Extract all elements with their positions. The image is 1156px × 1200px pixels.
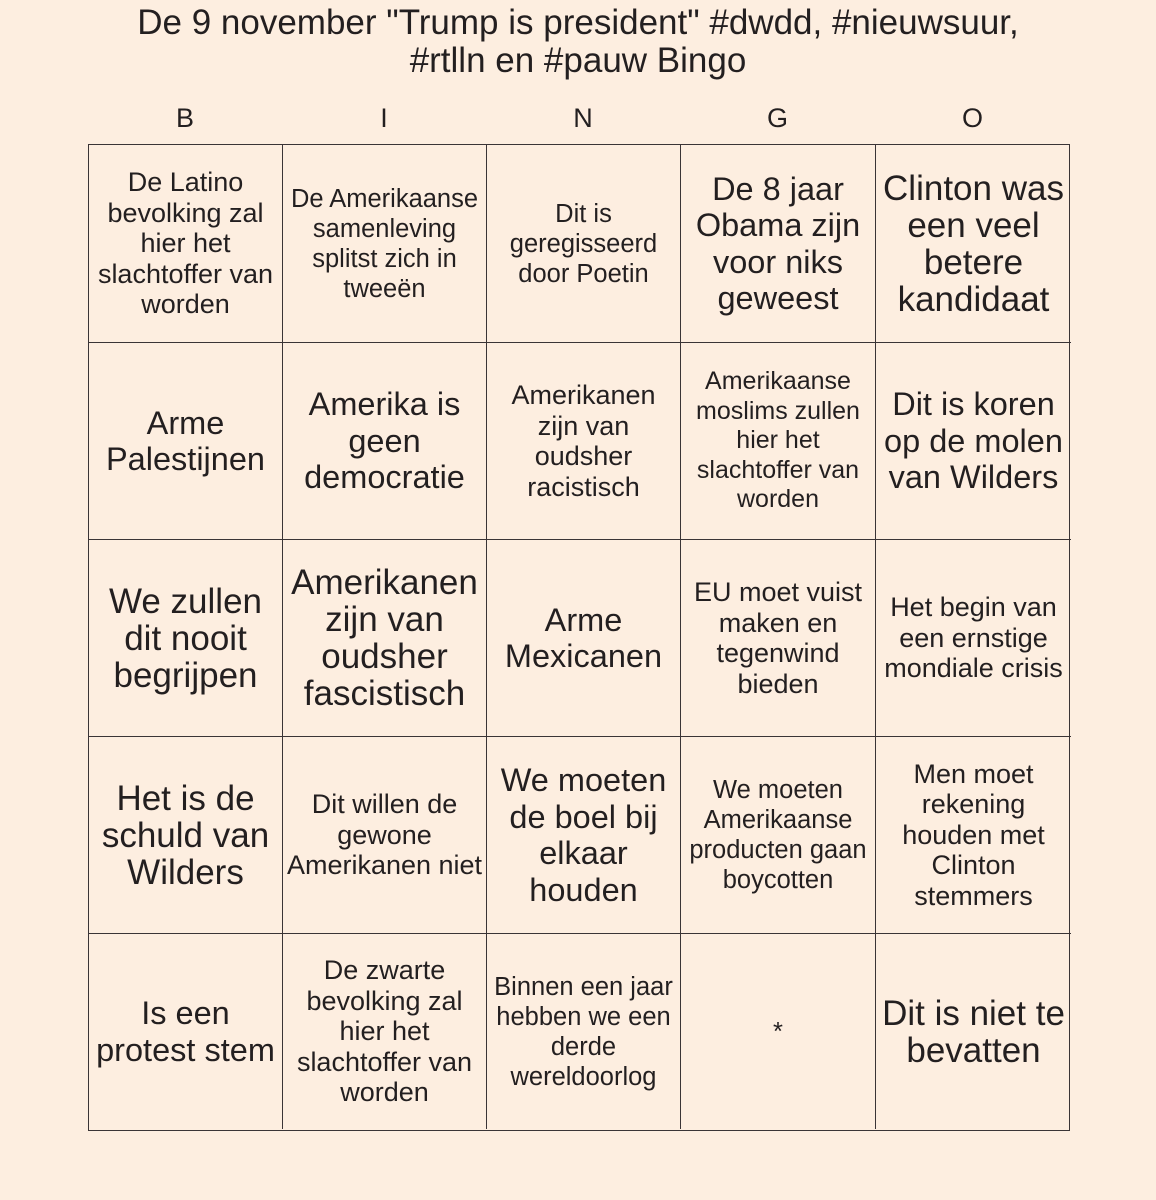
bingo-cell — [487, 540, 681, 737]
title-line-1: De 9 november "Trump is president" #dwdd, #nieuwsuur, — [137, 3, 1019, 42]
cell-text: Binnen een jaar hebben we een derde wereldoorlog — [494, 972, 673, 1091]
bingo-grid — [88, 144, 1070, 1131]
cell-text: EU moet vuist maken en tegenwind bieden — [693, 577, 863, 699]
letter-n: N — [573, 103, 593, 133]
bingo-cell — [876, 540, 1071, 737]
cell-text: We moeten de boel bij elkaar houden — [500, 762, 667, 908]
cell-text: * — [773, 1017, 783, 1046]
cell-text: Amerikanen zijn van oudsher racistisch — [511, 380, 656, 502]
letter-b: B — [175, 103, 194, 133]
cell-text: Amerikanen zijn van oudsher fascistisch — [291, 563, 478, 713]
bingo-cell — [89, 145, 283, 343]
letter-g: G — [766, 103, 788, 133]
bingo-cell — [876, 934, 1071, 1129]
bingo-cell-free — [681, 934, 876, 1129]
bingo-cell — [681, 737, 876, 934]
bingo-cell — [89, 737, 283, 934]
cell-text: Dit is niet te bevatten — [882, 993, 1065, 1070]
cell-text: Arme Palestijnen — [106, 404, 265, 477]
bingo-cell — [89, 934, 283, 1129]
cell-text: Men moet rekening houden met Clinton stemmers — [902, 758, 1045, 911]
bingo-cell — [487, 145, 681, 343]
bingo-cell — [487, 934, 681, 1129]
cell-text: Amerikaanse moslims zullen hier het slachtoffer van worden — [696, 367, 860, 514]
cell-text: Is een protest stem — [96, 995, 275, 1068]
bingo-cell — [876, 737, 1071, 934]
cell-text: We moeten Amerikaanse producten gaan boycotten — [689, 776, 867, 894]
bingo-cell — [681, 145, 876, 343]
cell-text: De zwarte bevolking zal hier het slachtoffer van worden — [296, 955, 473, 1108]
bingo-cell — [89, 540, 283, 737]
cell-text: De 8 jaar Obama zijn voor niks geweest — [695, 170, 861, 316]
bingo-cell — [283, 343, 487, 540]
bingo-cell — [283, 737, 487, 934]
bingo-cell — [487, 343, 681, 540]
bingo-cell — [283, 540, 487, 737]
cell-text: Het begin van een ernstige mondiale crisis — [884, 592, 1063, 684]
bingo-cell — [681, 540, 876, 737]
bingo-cell — [283, 934, 487, 1129]
bingo-cell — [89, 343, 283, 540]
cell-text: Clinton was een veel betere kandidaat — [883, 168, 1064, 319]
bingo-cell — [876, 343, 1071, 540]
cell-text: Amerika is geen democratie — [304, 386, 465, 496]
bingo-cell — [487, 737, 681, 934]
cell-text: Dit is geregisseerd door Poetin — [509, 199, 658, 288]
bingo-title — [0, 4, 1156, 80]
bingo-cell — [283, 145, 487, 343]
cell-text: De Amerikaanse samenleving splitst zich in tweeën — [290, 184, 479, 303]
cell-text: Dit willen de gewone Amerikanen niet — [286, 789, 483, 881]
cell-text: Dit is koren op de molen van Wilders — [884, 386, 1063, 496]
bingo-cell — [876, 145, 1071, 343]
title-line-2: #rtlln en #pauw Bingo — [409, 41, 747, 80]
bingo-letters — [88, 100, 1070, 136]
cell-text: Arme Mexicanen — [504, 601, 663, 674]
bingo-cell — [681, 343, 876, 540]
cell-text: We zullen dit nooit begrijpen — [108, 581, 263, 695]
letter-i: I — [380, 103, 388, 133]
cell-text: De Latino bevolking zal hier het slachtoffer van worden — [97, 167, 274, 320]
letter-o: O — [961, 103, 983, 133]
cell-text: Het is de schuld van Wilders — [101, 778, 270, 892]
